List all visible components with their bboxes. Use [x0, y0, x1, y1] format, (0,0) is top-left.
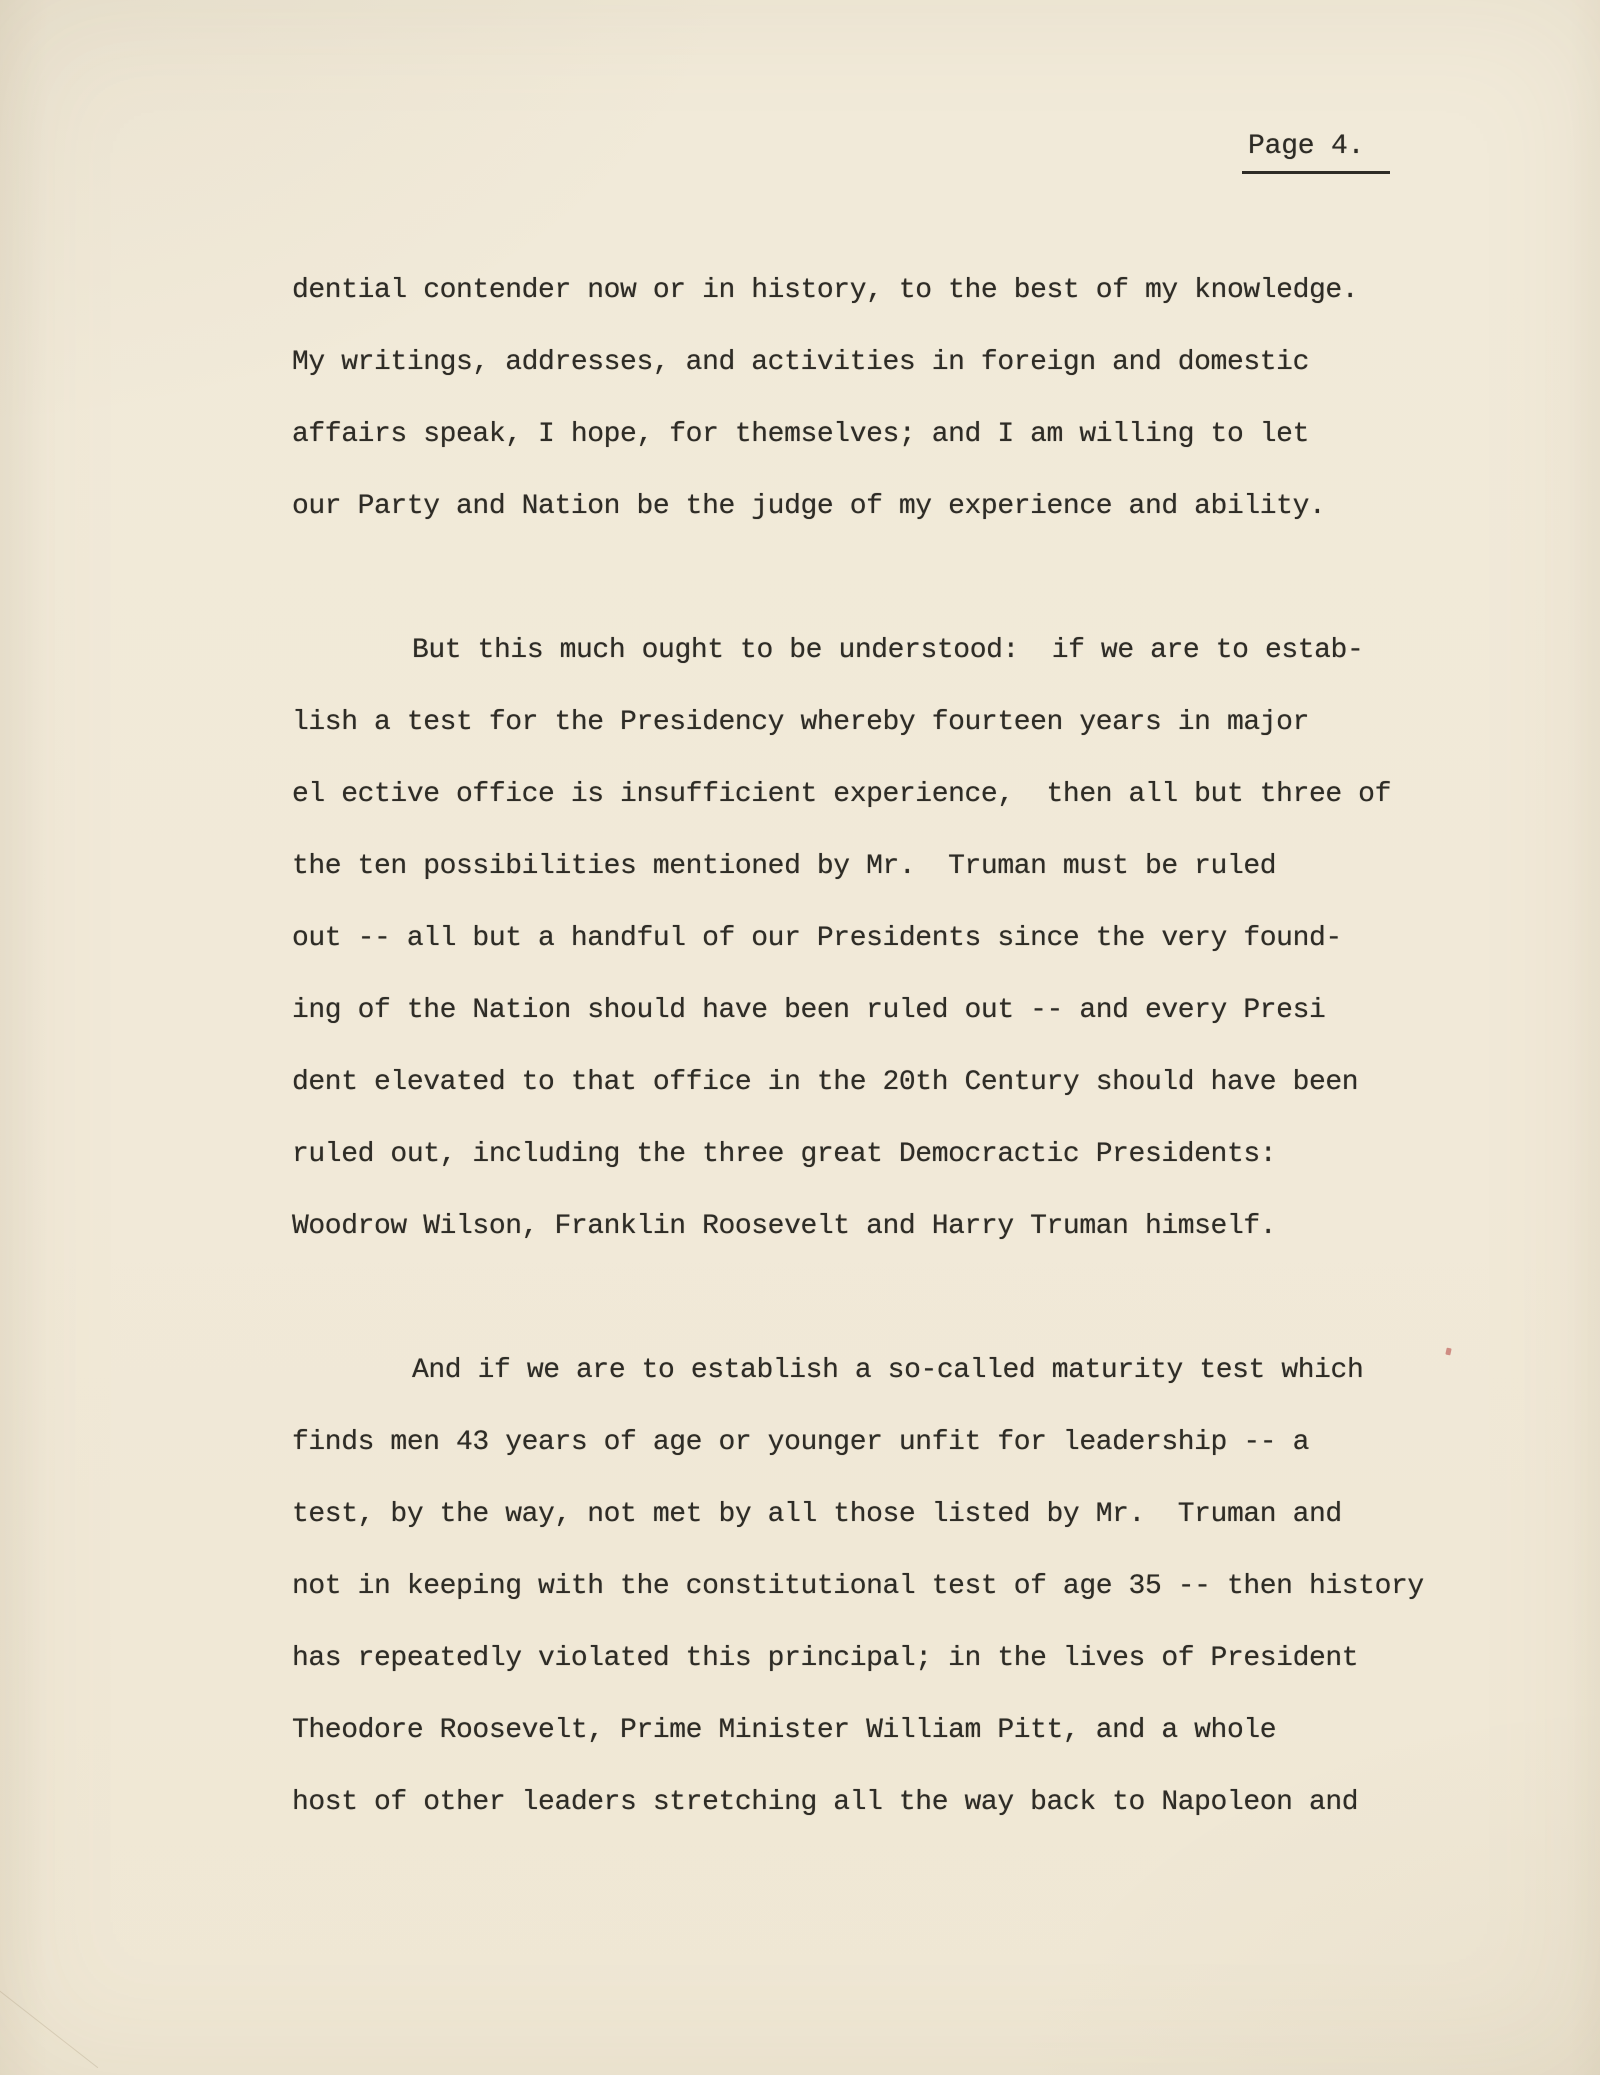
text-line: el ective office is insufficient experience, then all but three of — [292, 779, 1391, 810]
paper-crease — [0, 1975, 98, 2068]
text-line: has repeatedly violated this principal; in the lives of President — [292, 1643, 1359, 1674]
paragraph-3 — [292, 1335, 1424, 1839]
text-line: affairs speak, I hope, for themselves; and I am willing to let — [292, 419, 1309, 450]
text-line: out -- all but a handful of our Presidents since the very found- — [292, 923, 1342, 954]
text-line: My writings, addresses, and activities in foreign and domestic — [292, 347, 1309, 378]
document-body — [292, 255, 1424, 1839]
text-line: our Party and Nation be the judge of my experience and ability. — [292, 491, 1326, 522]
text-line: dent elevated to that office in the 20th Century should have been — [292, 1067, 1359, 1098]
text-line: ing of the Nation should have been ruled out -- and every Presi — [292, 995, 1326, 1026]
text-line: test, by the way, not met by all those listed by Mr. Truman and — [292, 1499, 1342, 1530]
page-number-label: Page 4. — [1242, 130, 1390, 174]
red-ink-speck — [1445, 1348, 1451, 1356]
paragraph-2 — [292, 615, 1424, 1263]
text-line: not in keeping with the constitutional test of age 35 -- then history — [292, 1571, 1424, 1602]
text-line: Woodrow Wilson, Franklin Roosevelt and Harry Truman himself. — [292, 1211, 1277, 1242]
text-line: host of other leaders stretching all the way back to Napoleon and — [292, 1787, 1359, 1818]
text-line: Theodore Roosevelt, Prime Minister William Pitt, and a whole — [292, 1715, 1277, 1746]
text-line: lish a test for the Presidency whereby fourteen years in major — [292, 707, 1309, 738]
paragraph-1 — [292, 255, 1424, 543]
text-line: And if we are to establish a so-called maturity test which — [412, 1355, 1364, 1386]
text-line: dential contender now or in history, to the best of my knowledge. — [292, 275, 1359, 306]
text-line: But this much ought to be understood: if we are to estab- — [412, 635, 1364, 666]
text-line: the ten possibilities mentioned by Mr. Truman must be ruled — [292, 851, 1277, 882]
text-line: finds men 43 years of age or younger unfit for leadership -- a — [292, 1427, 1309, 1458]
text-line: ruled out, including the three great Democractic Presidents: — [292, 1139, 1277, 1170]
